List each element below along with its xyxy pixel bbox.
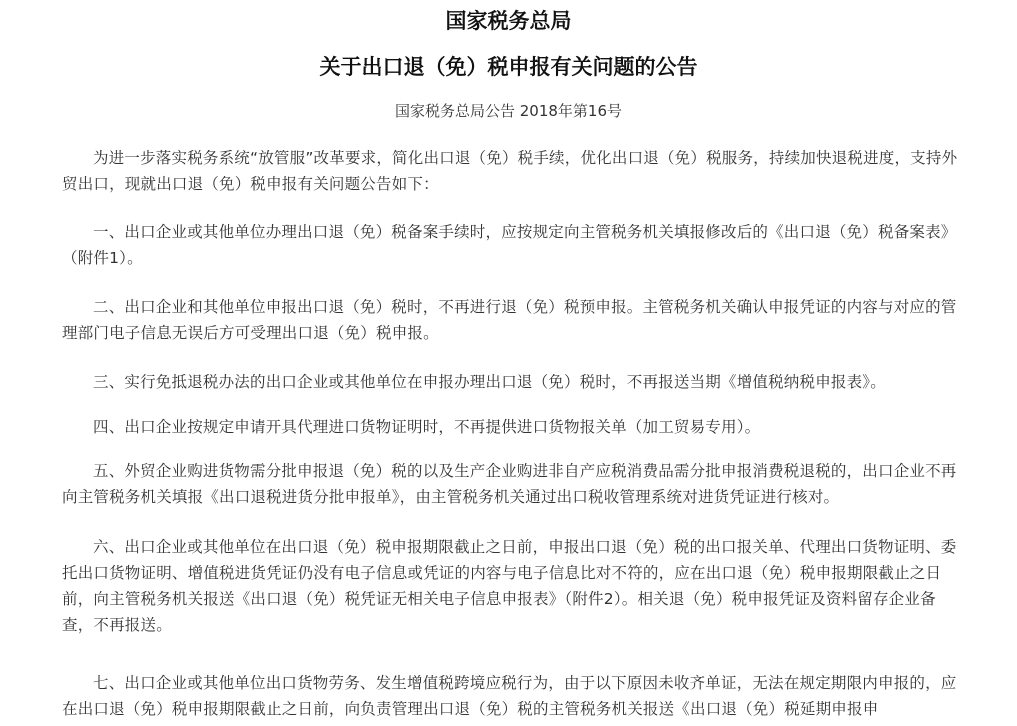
item-paragraph-7: 七、出口企业或其他单位出口货物劳务、发生增值税跨境应税行为，由于以下原因未收齐单证，无法在规定期限内申报的，应在出口退（免）税申报期限截止之日前，向负责管理出口退（免）税的主管税务机关报送《出口退（免）税延期申报申 [62,674,957,718]
item-paragraph-5: 五、外贸企业购进货物需分批申报退（免）税的以及生产企业购进非自产应税消费品需分批申报消费税退税的，出口企业不再向主管税务机关填报《出口退税进货分批申报单》，由主管税务机关通过出口税收管理系统对进货凭证进行核对。 [62,462,957,506]
agency-title: 国家税务总局 [445,9,572,33]
document-number: 国家税务总局公告 2018年第16号 [394,102,623,120]
item-paragraph-3: 三、实行免抵退税办法的出口企业或其他单位在申报办理出口退（免）税时，不再报送当期《增值税纳税申报表》。 [93,373,886,391]
item-paragraph-1: 一、出口企业或其他单位办理出口退（免）税备案手续时，应按规定向主管税务机关填报修改后的《出口退（免）税备案表》（附件1）。 [62,223,957,267]
intro-paragraph: 为进一步落实税务系统“放管服”改革要求，简化出口退（免）税手续，优化出口退（免）税服务，持续加快退税进度，支持外贸出口，现就出口退（免）税申报有关问题公告如下： [62,149,958,193]
item-paragraph-2: 二、出口企业和其他单位申报出口退（免）税时，不再进行退（免）税预申报。主管税务机关确认申报凭证的内容与对应的管理部门电子信息无误后方可受理出口退（免）税申报。 [62,298,957,342]
item-paragraph-4: 四、出口企业按规定申请开具代理进口货物证明时，不再提供进口货物报关单（加工贸易专用）。 [93,418,761,436]
notice-title: 关于出口退（免）税申报有关问题的公告 [319,55,698,79]
item-paragraph-6: 六、出口企业或其他单位在出口退（免）税申报期限截止之日前，申报出口退（免）税的出口报关单、代理出口货物证明、委托出口货物证明、增值税进货凭证仍没有电子信息或凭证的内容与电子信息比对不符的，应在出口退（免）税申报期限截止之日前，向主管税务机关报送《出口退（免）税凭证无相关电子信息申报表》（附件2）。相关退（免）税申报凭证及资料留存企业备查，不再报送。 [62,538,957,634]
